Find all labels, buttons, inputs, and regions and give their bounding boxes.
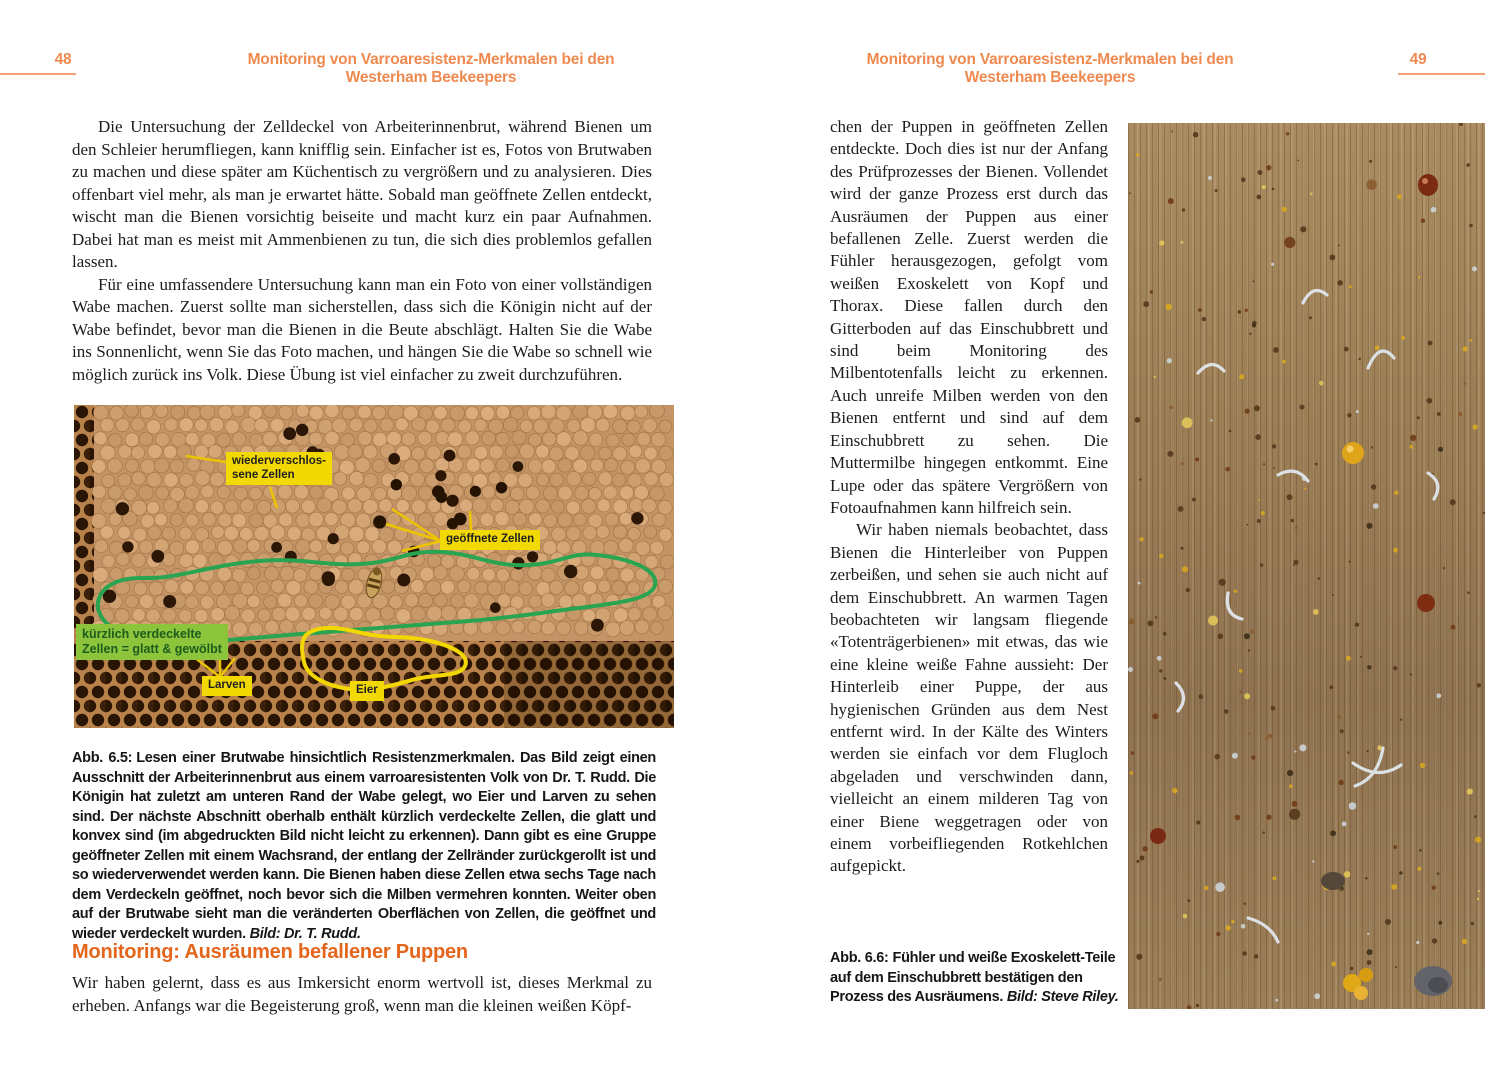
caption-number: Abb. 6.6: bbox=[830, 950, 889, 966]
board-large-debris bbox=[1150, 174, 1452, 1000]
mite-board-illustration bbox=[1128, 123, 1485, 1009]
caption-text: Fühler und weiße Exoskelett-Teile auf dem Einschubbrett bestätigen den Prozess des Ausräumens. bbox=[830, 950, 1116, 1005]
paragraph: Für eine umfassendere Untersuchung kann man ein Foto von einer vollständigen Wabe machen. Zuerst sollte man sicherstellen, dass sich die Königin nicht auf der Wabe befindet, bevor man die Bienen in die Beute abschlägt. Halten Sie die Wabe ins Sonnenlicht, wenn Sie das Foto machen, und hängen Sie die Wabe so schnell wie möglich zurück ins Volk. Diese Übung ist viel einfacher zu zweit durchzuführen. bbox=[72, 274, 652, 384]
caption-credit: Bild: Steve Riley. bbox=[1006, 989, 1119, 1005]
section-heading: Monitoring: Ausräumen befallener Puppen bbox=[72, 941, 468, 963]
brood-comb-illustration bbox=[74, 405, 674, 728]
label-larvae: Larven bbox=[202, 676, 252, 696]
caption-figure-6-6 bbox=[830, 949, 1120, 1008]
caption-text: Lesen einer Brutwabe hinsichtlich Resistenzmerkmalen. Das Bild zeigt einen Ausschnitt der Arbeiterinnenbrut aus einem varroaresistenten Volk von Dr. T. Rudd. Die Königin hat zuletzt am unteren Rand der Wabe gelegt, wo Eier und Larven zu sehen sind. Der nächste Abschnitt oberhalb enthält kürzlich verdeckelte Zellen, die glatt und konvex sind (im abgedruckten Bild nicht leicht zu erkennen). Dann gibt es eine Gruppe geöffneter Zellen mit einem Wachsrand, der entlang der Zellränder zurückgerollt ist und so wiederverwendet werden kann. Die Bienen haben diese Zellen etwa sechs Tage nach dem Verdeckeln geöffnet, noch bevor sich die Milben vermehren konnten. Weiter oben auf der Brutwabe sieht man die veränderten Oberflächen von Zellen, die geöffnet und wieder verdeckelt wurden. bbox=[72, 750, 656, 942]
header-rule-left bbox=[0, 73, 76, 75]
label-eggs: Eier bbox=[350, 681, 384, 701]
label-recently-capped-cells: kürzlich verdeckelte Zellen = glatt & gewölbt bbox=[76, 624, 228, 660]
label-opened-cells: geöffnete Zellen bbox=[440, 530, 540, 550]
paragraph: Wir haben niemals beobachtet, dass Bienen die Hinterleiber von Puppen zerbeißen, und sehen sie auch nicht auf dem Einschubbrett. An warmen Tagen beobachteten wir langsam fliegende «Totenträgerbienen» mit etwas, das wie eine kleine weiße Fahne aussieht: Der Hinterleib einer Puppe, der aus hygienischen Gründen aus dem Nest entfernt wird. In der Kälte des Winters werden sie einfach vor dem Flugloch abgeladen und verschwinden dann, vielleicht an einem milderen Tag von einer Biene weggetragen oder von einem vorbeifliegenden Rotkehlchen aufgepickt. bbox=[830, 520, 1108, 876]
left-text-column bbox=[72, 116, 652, 386]
right-text-column bbox=[830, 116, 1108, 878]
paragraph: Die Untersuchung der Zelldeckel von Arbeiterinnenbrut, während Bienen um den Schleier herumfliegen, kann knifflig sein. Einfacher ist es, Fotos von Brutwaben zu machen und diese später am Küchentisch zu vergrößern und zu analysieren. Dies offenbart viel mehr, als man je erwartet hätte. Sobald man geöffnete Zellen entdeckt, wischt man die Bienen vorsichtig beiseite und macht kurz ein paar Aufnahmen. Dabei hat man es meist mit Ammenbienen zu tun, die sich dies problemlos gefallen lassen. bbox=[72, 117, 652, 271]
caption-number: Abb. 6.5: bbox=[72, 750, 133, 766]
caption-credit: Bild: Dr. T. Rudd. bbox=[249, 925, 361, 942]
figure-mite-board-photo bbox=[1128, 123, 1485, 1009]
label-resealed-cells: wiederverschlos- sene Zellen bbox=[226, 452, 332, 485]
running-title-right: Monitoring von Varroaresistenz-Merkmalen bei den Westerham Beekeepers bbox=[866, 51, 1234, 86]
paragraph: Wir haben gelernt, dass es aus Imkersicht enorm wertvoll ist, dieses Merkmal zu erheben. Anfangs war die Begeisterung groß, wenn man die kleinen weißen Köpf- bbox=[72, 973, 652, 1015]
running-title-left: Monitoring von Varroaresistenz-Merkmalen bei den Westerham Beekeepers bbox=[247, 51, 615, 86]
left-text-bottom bbox=[72, 972, 652, 1017]
header-rule-right bbox=[1398, 73, 1485, 75]
page-number-right: 49 bbox=[1409, 51, 1427, 68]
caption-figure-6-5 bbox=[72, 749, 656, 944]
page-number-left: 48 bbox=[54, 51, 72, 68]
paragraph: chen der Puppen in geöffneten Zellen entdeckte. Doch dies ist nur der Anfang des Prüfprozesses der Bienen. Vollendet wird der ganze Prozess erst durch das Ausräumen der Puppen aus einer befallenen Zelle. Zuerst werden die Fühler herausgezogen, gefolgt vom weißen Exoskelett von Kopf und Thorax. Diese fallen durch den Gitterboden auf das Einschubbrett und sind beim Monitoring des Milbentotenfalls leicht zu erkennen. Auch unreife Milben werden von den Bienen entfernt und sind auf dem Einschubbrett zu sehen. Die Muttermilbe hingegen entkommt. Eine Lupe oder das spätere Vergrößern von Fotoaufnahmen kann hilfreich sein. bbox=[830, 117, 1108, 517]
figure-brood-comb-photo bbox=[74, 405, 674, 728]
